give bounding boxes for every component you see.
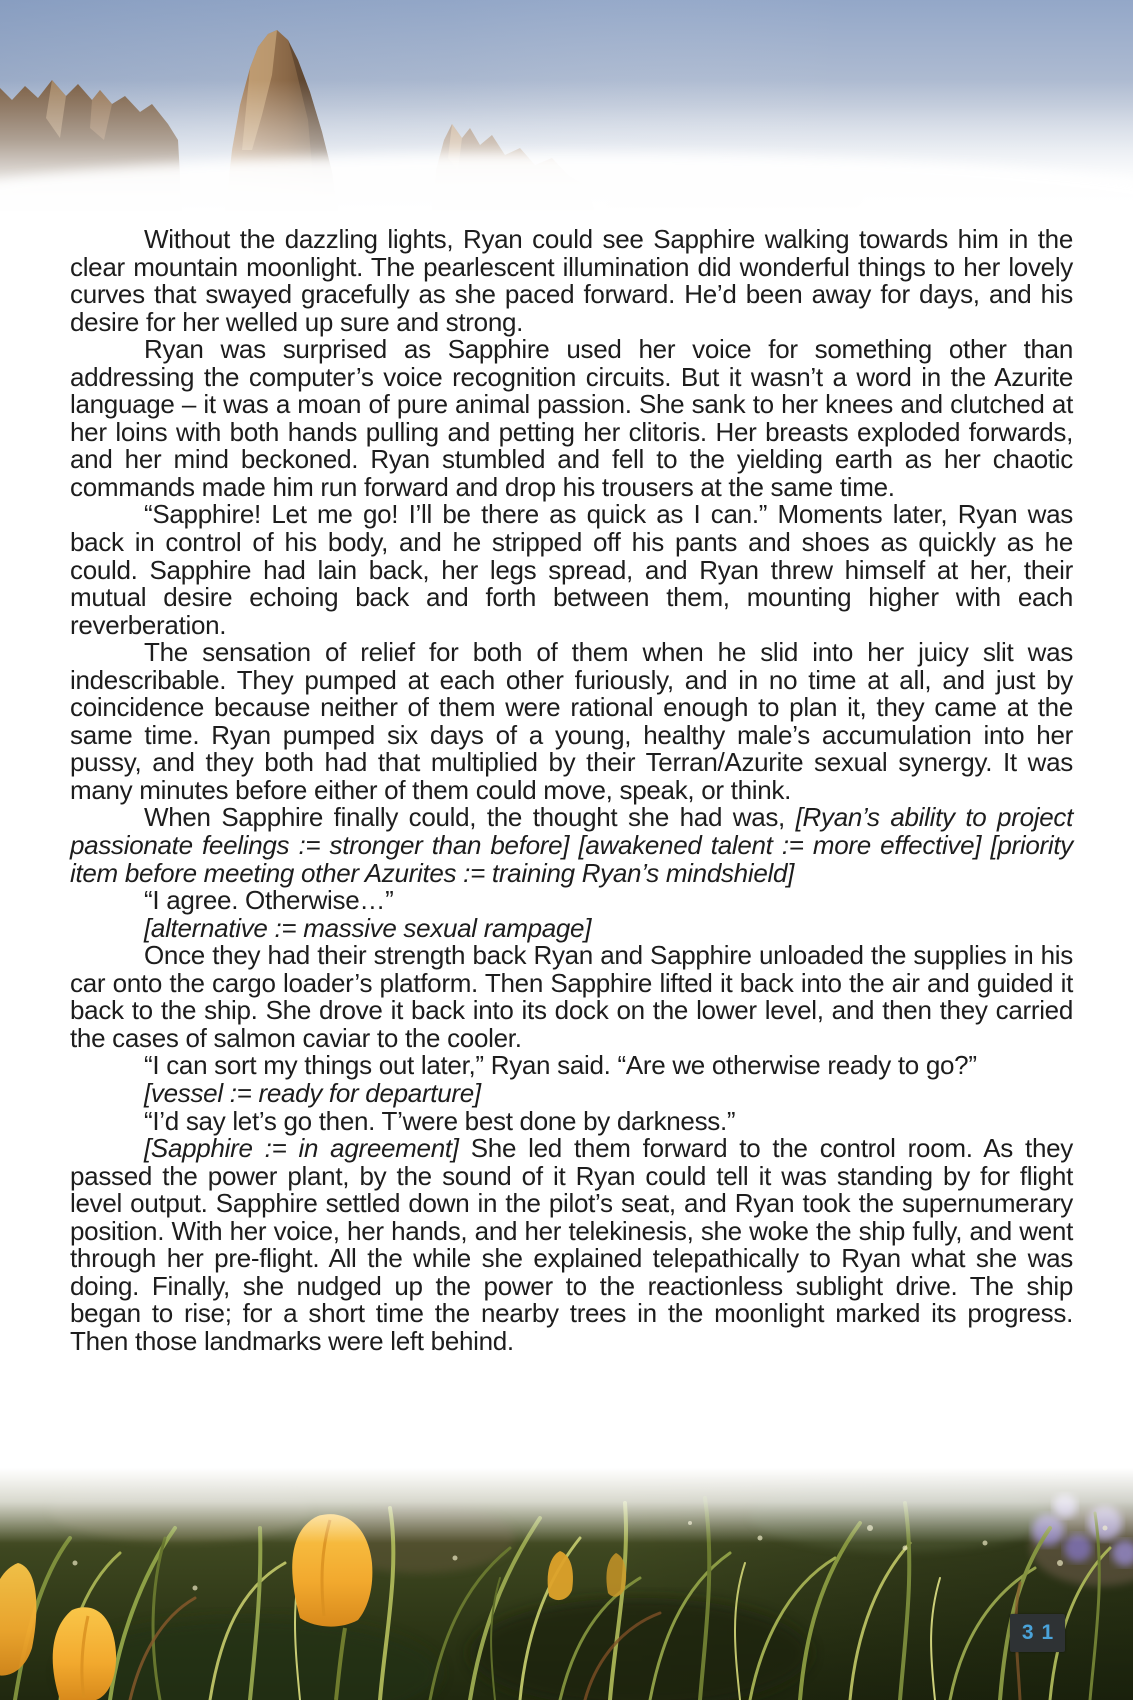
story-segment-italic: [Ryan’s ability to project passionate feelings := stronger than before] [awakened talent := more effective] [priority item before meeting other Azurites := training Ryan’s mindshield] (70, 802, 1073, 888)
meadow-poppies-image (0, 1468, 1133, 1700)
story-segment-italic: [Sapphire := in agreement] (144, 1133, 459, 1164)
story-segment: Ryan was surprised as Sapphire used her voice for something other than addressing the computer’s voice recognition circuits. But it wasn’t a word in the Azurite language – it was a moan of pure animal passion. She sank to her knees and clutched at her loins with both hands pulling and petting her clitoris. Her breasts exploded forwards, and her mind beckoned. Ryan stumbled and fell to the yielding earth as her chaotic commands made him run forward and drop his trousers at the same time. (70, 334, 1073, 502)
story-paragraph (70, 887, 1073, 915)
story-text (70, 226, 1073, 1355)
story-paragraph (70, 336, 1073, 501)
story-segment: When Sapphire finally could, the thought she had was, (144, 802, 796, 833)
story-segment: The sensation of relief for both of them when he slid into her juicy slit was indescribable. They pumped at each other furiously, and in no time at all, and just by coincidence because neither of them were rational enough to plan it, they came at the same time. Ryan pumped six days of a young, healthy male’s accumulation into her pussy, and they both had that multiplied by their Terran/Azurite sexual synergy. It was many minutes before either of them could move, speak, or think. (70, 637, 1073, 805)
story-segment-italic: [vessel := ready for departure] (144, 1077, 481, 1108)
top-banner (0, 0, 1133, 212)
page-number-badge (1010, 1614, 1065, 1652)
story-segment: “I agree. Otherwise…” (144, 885, 394, 916)
story-segment: “Sapphire! Let me go! I’ll be there as quick as I can.” Moments later, Ryan was back in control of his body, and he stripped off his pants and shoes as quickly as he could. Sapphire had lain back, her legs spread, and Ryan threw himself at her, their mutual desire echoing back and forth between them, mounting higher with each reverberation. (70, 499, 1073, 640)
story-paragraph (70, 1052, 1073, 1080)
story-segment: Without the dazzling lights, Ryan could see Sapphire walking towards him in the clear mountain moonlight. The pearlescent illumination did wonderful things to her lovely curves that swayed gracefully as she paced forward. He’d been away for days, and his desire for her welled up sure and strong. (70, 224, 1073, 337)
page-number: 31 (1021, 1621, 1062, 1644)
bottom-banner (0, 1468, 1133, 1700)
story-paragraph (70, 804, 1073, 887)
story-paragraph (70, 226, 1073, 336)
story-paragraph (70, 912, 1073, 943)
story-segment: “I’d say let’s go then. T’were best done by darkness.” (144, 1105, 736, 1136)
story-segment: “I can sort my things out later,” Ryan said. “Are we otherwise ready to go?” (144, 1050, 977, 1081)
story-paragraph (70, 942, 1073, 1052)
story-paragraph (70, 1077, 1073, 1108)
story-paragraph (70, 1135, 1073, 1355)
story-paragraph (70, 639, 1073, 804)
story-paragraph (70, 1105, 1073, 1136)
story-segment: She led them forward to the control room. As they passed the power plant, by the sound of it Ryan could tell it was standing by for flight level output. Sapphire settled down in the pilot’s seat, and Ryan took the supernumerary position. With her voice, her hands, and her telekinesis, she woke the ship fully, and went through her pre-flight. All the while she explained telepathically to Ryan what she was doing. Finally, she nudged up the power to the reactionless sublight drive. The ship began to rise; for a short time the nearby trees in the moonlight marked its progress. Then those landmarks were left behind. (70, 1133, 1073, 1356)
story-segment: Once they had their strength back Ryan and Sapphire unloaded the supplies in his car onto the cargo loader’s platform. Then Sapphire lifted it back into the air and guided it back to the ship. She drove it back into its dock on the lower level, and then they carried the cases of salmon caviar to the cooler. (70, 940, 1073, 1053)
story-paragraph (70, 501, 1073, 639)
mountain-peaks-image (0, 0, 1133, 212)
story-segment-italic: [alternative := massive sexual rampage] (144, 912, 592, 943)
